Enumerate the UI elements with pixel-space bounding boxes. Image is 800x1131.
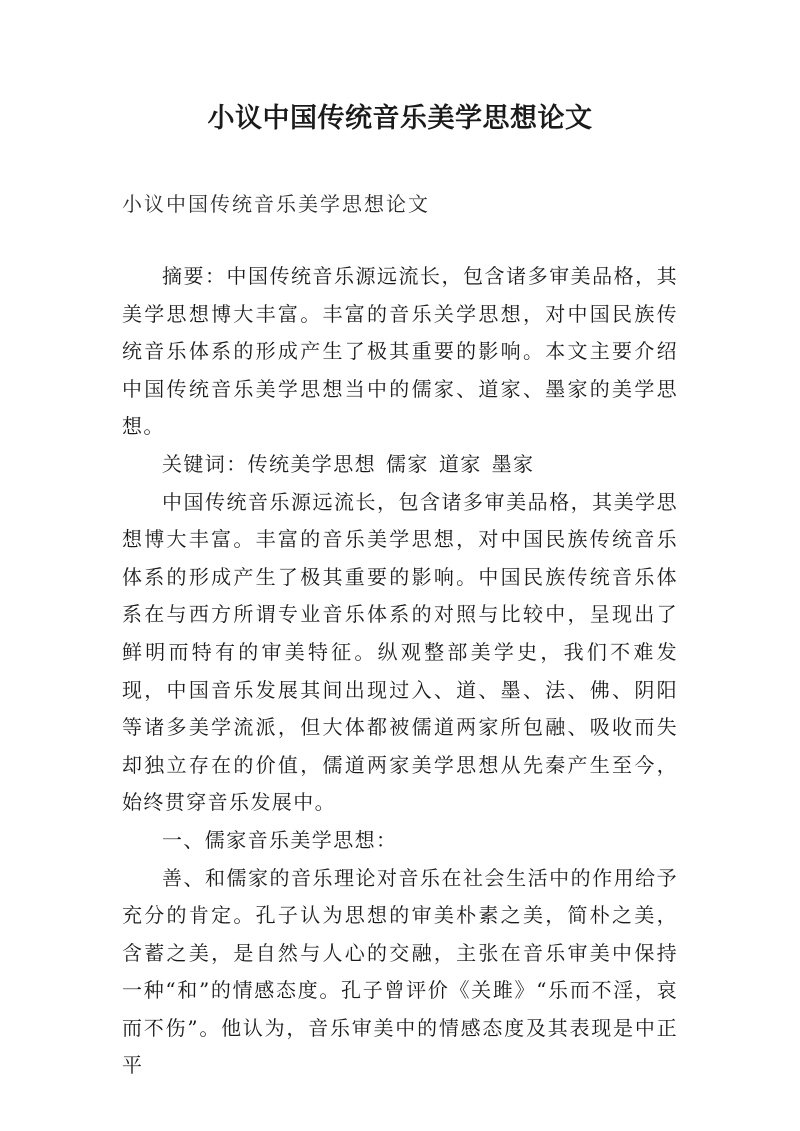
document-title: 小议中国传统音乐美学思想论文 [207,103,593,134]
abstract-paragraph: 摘要：中国传统音乐源远流长，包含诸多审美品格，其美学思想博大丰富。丰富的音乐关学思想，对中国民族传统音乐体系的形成产生了极其重要的影响。本文主要介绍中国传统音乐美学思想当中的儒家、道家、墨家的美学思想。 [122,264,678,439]
confucian-paragraph: 善、和儒家的音乐理论对音乐在社会生活中的作用给予充分的肯定。孔子认为思想的审美朴素之美，简朴之美，含蓄之美，是自然与人心的交融，主张在音乐审美中保持一种“和”的情感态度。孔子曾评价《关雎》“乐而不淫，哀而不伤”。他认为，音乐审美中的情感态度及其表现是中正平 [122,865,678,1078]
keyword: 传统美学思想 [247,451,377,476]
document-subtitle: 小议中国传统音乐美学思想论文 [122,192,430,216]
keywords-label: 关键词： [162,451,248,476]
keywords-line [122,446,678,484]
section-heading: 一、儒家音乐美学思想： [162,827,398,852]
keyword: 墨家 [491,451,535,476]
keyword: 道家 [438,451,482,476]
keyword: 儒家 [386,451,429,476]
intro-paragraph: 中国传统音乐源远流长，包含诸多审美品格，其美学思想博大丰富。丰富的音乐美学思想，对中国民族传统音乐体系的形成产生了极其重要的影响。中国民族传统音乐体系在与西方所谓专业音乐体系的对照与比较中，呈现出了鲜明而特有的审美特征。纵观整部美学史，我们不难发现，中国音乐发展其间出现过入、道、墨、法、佛、阴阳等诸多美学流派，但大体都被儒道两家所包融、吸收而失却独立存在的价值，儒道两家美学思想从先秦产生至今，始终贯穿音乐发展中。 [122,489,678,815]
document-body [122,258,678,1085]
